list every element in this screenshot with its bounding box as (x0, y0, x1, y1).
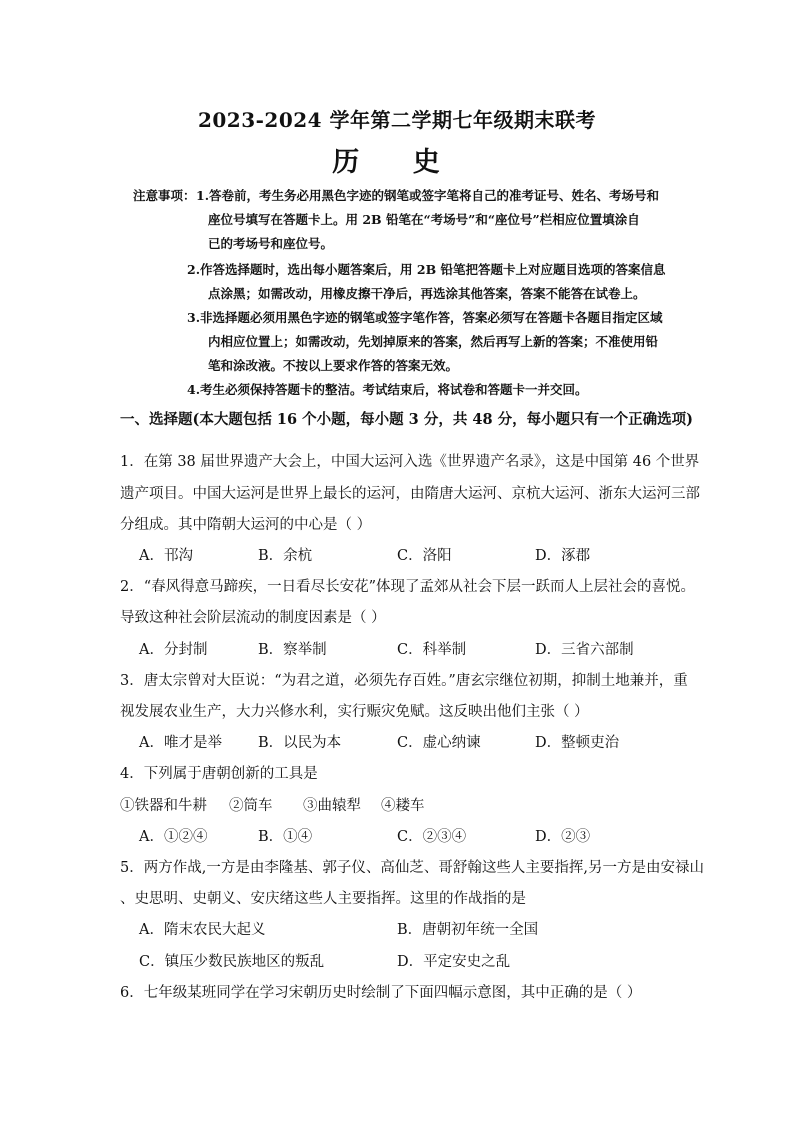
question-4-option-a: A．①②④ (139, 829, 208, 845)
question-3-option-b: B．以民为本 (258, 735, 342, 751)
question-1-option-d: D．涿郡 (535, 548, 591, 564)
question-3-line-2: 视发展农业生产，大力兴修水利，实行赈灾免赋。这反映出他们主张（ ） (120, 704, 589, 720)
question-2-option-a: A．分封制 (139, 642, 208, 658)
question-2-line-2: 导致这种社会阶层流动的制度因素是（ ） (120, 610, 386, 626)
note-1-line-2: 座位号填写在答题卡上。用 2B 铅笔在“考场号”和“座位号”栏相应位置填涂自 (208, 212, 640, 227)
note-1-line-1: 1.答卷前，考生务必用黑色字迹的钢笔或签字笔将自己的准考证号、姓名、考场号和 (196, 188, 660, 203)
question-6-line-1: 6．七年级某班同学在学习宋朝历史时绘制了下面四幅示意图，其中正确的是（ ） (120, 985, 642, 1001)
note-2-line-2: 点涂黑；如需改动，用橡皮擦干净后，再选涂其他答案，答案不能答在试卷上。 (208, 286, 646, 301)
question-4-line-1: 4．下列属于唐朝创新的工具是 (120, 766, 318, 782)
section-heading: 一、选择题(本大题包括 16 个小题，每小题 3 分，共 48 分，每小题只有一个正确选项) (120, 411, 693, 428)
question-1-option-c: C．洛阳 (397, 548, 452, 564)
question-4-option-b: B．①④ (258, 829, 313, 845)
question-4-item-4: ④耧车 (381, 798, 425, 814)
question-4-item-2: ②筒车 (229, 798, 273, 814)
question-2-option-d: D．三省六部制 (535, 642, 634, 658)
exam-title: 2023-2024 学年第二学期七年级期末联考 (197, 108, 597, 132)
question-5-option-c: C．镇压少数民族地区的叛乱 (139, 954, 325, 970)
question-3-line-1: 3．唐太宗曾对大臣说：“为君之道，必须先存百姓。”唐玄宗继位初期，抑制土地兼并，重 (120, 673, 688, 689)
question-4-item-3: ③曲辕犁 (303, 798, 361, 814)
question-4-option-c: C．②③④ (397, 829, 467, 845)
note-3-line-1: 3.非选择题必须用黑色字迹的钢笔或签字笔作答，答案必须写在答题卡各题目指定区域 (187, 310, 663, 325)
question-2-option-b: B．察举制 (258, 642, 327, 658)
note-4-line-1: 4.考生必须保持答题卡的整洁。考试结束后，将试卷和答题卡一并交回。 (187, 382, 588, 397)
subject-title: 历 史 (332, 147, 462, 178)
question-1-option-b: B．余杭 (258, 548, 313, 564)
question-4-option-d: D．②③ (535, 829, 591, 845)
question-1-line-1: 1．在第 38 届世界遗产大会上，中国大运河入选《世界遗产名录》，这是中国第 46 个世界 (120, 454, 700, 470)
question-3-option-d: D．整顿吏治 (535, 735, 620, 751)
question-5-line-1: 5．两方作战,一方是由李隆基、郭子仪、高仙芝、哥舒翰这些人主要指挥,另一方是由安禄山 (120, 860, 704, 876)
question-1-line-3: 分组成。其中隋朝大运河的中心是（ ） (120, 517, 372, 533)
question-1-line-2: 遗产项目。中国大运河是世界上最长的运河，由隋唐大运河、京杭大运河、浙东大运河三部 (120, 486, 700, 502)
note-3-line-2: 内相应位置上；如需改动，先划掉原来的答案，然后再写上新的答案；不准使用铅 (208, 334, 659, 349)
note-2-line-1: 2.作答选择题时，选出每小题答案后，用 2B 铅笔把答题卡上对应题目选项的答案信息 (187, 262, 666, 277)
notes-label: 注意事项： (133, 188, 196, 203)
question-2-option-c: C．科举制 (397, 642, 467, 658)
question-2-line-1: 2．“春风得意马蹄疾，一日看尽长安花”体现了孟郊从社会下层一跃而人上层社会的喜悦。 (120, 579, 696, 595)
note-1-line-3: 已的考场号和座位号。 (208, 236, 334, 251)
question-5-line-2: 、史思明、史朝义、安庆绪这些人主要指挥。这里的作战指的是 (120, 891, 526, 907)
question-3-option-c: C．虚心纳谏 (397, 735, 481, 751)
question-3-option-a: A．唯才是举 (139, 735, 222, 751)
question-5-option-d: D．平定安史之乱 (397, 954, 511, 970)
question-5-option-a: A．隋末农民大起义 (139, 922, 266, 938)
question-1-option-a: A．邗沟 (139, 548, 193, 564)
question-4-item-1: ①铁器和牛耕 (120, 798, 207, 814)
question-5-option-b: B．唐朝初年统一全国 (397, 922, 539, 938)
note-3-line-3: 笔和涂改液。不按以上要求作答的答案无效。 (208, 358, 459, 373)
